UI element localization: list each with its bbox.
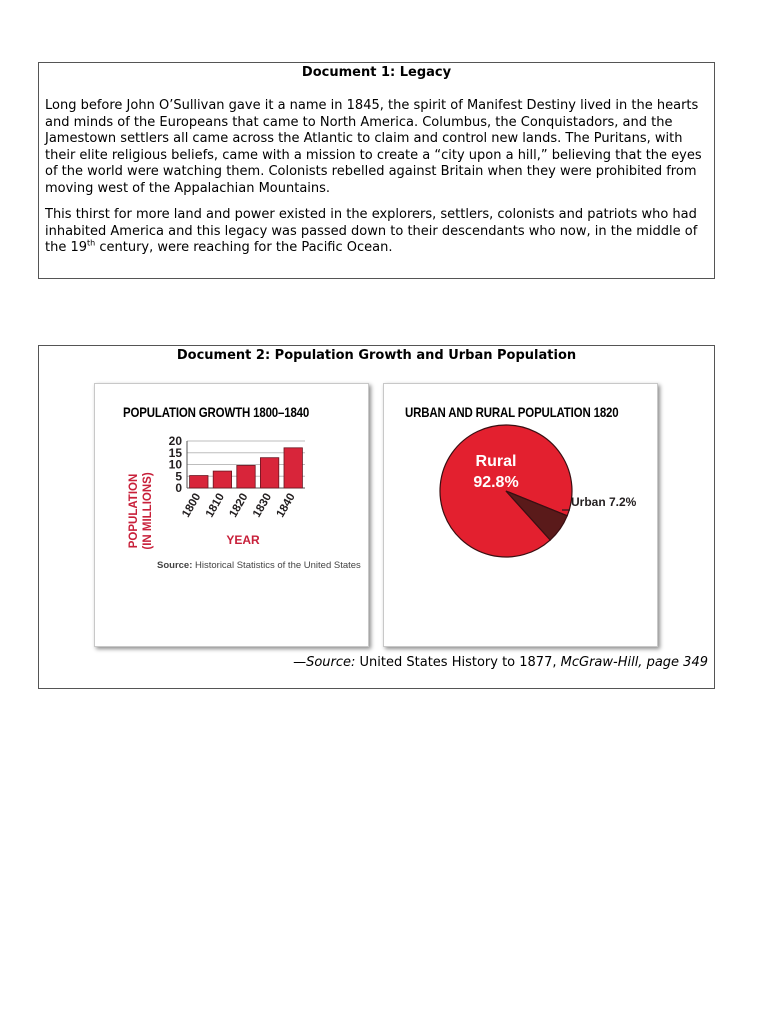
bar-category-label: 1840 — [274, 491, 298, 520]
document-1-box — [38, 62, 715, 279]
bar-chart-ylabel-1: POPULATION — [128, 473, 140, 549]
bar-1840 — [284, 448, 302, 488]
document-1-paragraph-1: Long before John O’Sullivan gave it a name in 1845, the spirit of Manifest Destiny lived in the hearts and minds of the Europeans that came to North America. Columbus, the Conquistadors, and the Jamestown settlers all came across the Atlantic to claim and control new lands. The Puritans, with their elite religious beliefs, came with a mission to create a “city upon a hill,” believing that the eyes of the world were watching them. Colonists rebelled against Britain when they were prohibited from moving west of the Appalachian Mountains. — [45, 98, 702, 196]
bar-1810 — [213, 471, 231, 488]
paragraph-2-text-a: This thirst for more land and power existed in the explorers, settlers, colonists and patriots who had inhabited America and this legacy was passed down to their descendants who now, in the middle of the 19 — [45, 207, 698, 255]
bar-y-tick-label: 15 — [168, 445, 182, 460]
bar-chart-xlabel: YEAR — [226, 533, 260, 547]
bar-chart-source — [157, 560, 361, 571]
pie-chart-svg — [384, 384, 659, 648]
bar-y-tick-label: 0 — [175, 481, 182, 495]
bar-chart-ylabel-2: (IN MILLIONS) — [142, 472, 154, 550]
bar-category-label: 1830 — [251, 491, 275, 520]
document-1-title: Document 1: Legacy — [301, 65, 452, 80]
bar-category-label: 1810 — [203, 491, 227, 520]
source-text: United States History to 1877, — [355, 655, 561, 670]
pie-label-rural: Rural — [475, 453, 517, 470]
paragraph-2-superscript: th — [87, 238, 96, 248]
urban-rural-chart-panel — [383, 383, 658, 647]
document-2-source — [293, 655, 708, 670]
bar-1800 — [190, 476, 208, 488]
bar-chart-svg — [95, 384, 370, 648]
population-growth-chart-panel — [94, 383, 369, 647]
bar-y-tick-label: 20 — [168, 434, 182, 448]
bar-chart-source-text: Historical Statistics of the United States — [192, 560, 361, 571]
bar-1820 — [237, 465, 255, 488]
bar-category-label: 1800 — [180, 491, 204, 520]
document-2-title: Document 2: Population Growth and Urban Population — [176, 348, 577, 363]
document-2-box — [38, 345, 715, 689]
pie-chart-title: URBAN AND RURAL POPULATION 1820 — [405, 404, 619, 420]
bar-chart-source-label: Source: — [157, 560, 193, 571]
bar-1830 — [260, 458, 278, 488]
bar-chart-title: POPULATION GROWTH 1800–1840 — [123, 404, 310, 420]
bar-y-tick-label: 5 — [175, 469, 182, 484]
source-prefix: —Source: — [293, 655, 356, 670]
pie-value-urban: Urban 7.2% — [571, 495, 637, 509]
pie-value-rural: 92.8% — [473, 474, 519, 491]
document-1-paragraph-2 — [39, 207, 714, 257]
source-italic: McGraw-Hill, page 349 — [560, 655, 708, 670]
bar-y-tick-label: 10 — [168, 457, 182, 472]
paragraph-2-text-b: century, were reaching for the Pacific Ocean. — [95, 240, 393, 255]
bar-category-label: 1820 — [227, 491, 251, 520]
